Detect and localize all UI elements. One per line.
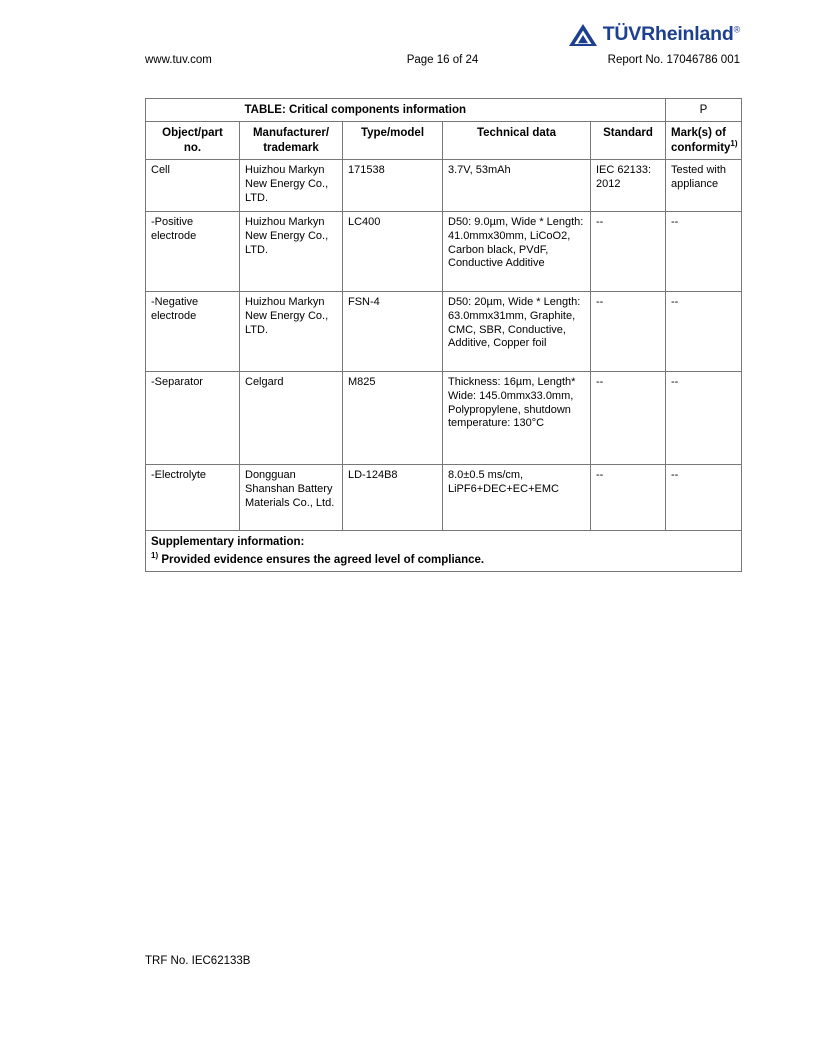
column-header-technical-data: Technical data xyxy=(443,122,591,160)
column-header-standard: Standard xyxy=(591,122,666,160)
logo-wordmark-text: TÜVRheinland xyxy=(602,23,734,46)
cell-type-model: LC400 xyxy=(343,212,443,292)
cell-type-model: LD-124B8 xyxy=(343,465,443,531)
column-header-type-model: Type/model xyxy=(343,122,443,160)
cell-manufacturer: Huizhou Markyn New Energy Co., LTD. xyxy=(240,292,343,372)
cell-technical-data: D50: 20µm, Wide * Length: 63.0mmx31mm, Graphite, CMC, SBR, Conductive, Additive, Copper foil xyxy=(443,292,591,372)
tuv-rheinland-logo xyxy=(568,22,740,48)
critical-components-table-wrapper xyxy=(145,98,741,572)
page-footer xyxy=(145,955,250,967)
supplementary-title: Supplementary information: xyxy=(151,536,305,549)
cell-object-part-no: -Positive electrode xyxy=(146,212,240,292)
supplementary-note-text: Provided evidence ensures the agreed level of compliance. xyxy=(161,553,485,566)
trf-number: TRF No. IEC62133B xyxy=(145,955,251,967)
cell-object-part-no: -Negative electrode xyxy=(146,292,240,372)
cell-object-part-no: -Electrolyte xyxy=(146,465,240,531)
cell-technical-data: Thickness: 16µm, Length* Wide: 145.0mmx33.0mm, Polypropylene, shutdown temperature: 130°C xyxy=(443,372,591,465)
supplementary-note xyxy=(151,550,736,567)
logo-wordmark xyxy=(603,25,740,45)
column-header-object-line1: Object/part xyxy=(162,127,223,140)
column-header-manufacturer-line2: trademark xyxy=(263,141,319,154)
column-header-marks-line1: Mark(s) of xyxy=(671,127,726,140)
cell-standard: -- xyxy=(591,292,666,372)
column-header-object-part-no xyxy=(146,122,240,160)
cell-mark-of-conformity: -- xyxy=(666,292,742,372)
table-row xyxy=(146,212,742,292)
cell-manufacturer: Dongguan Shanshan Battery Materials Co., Ltd. xyxy=(240,465,343,531)
supplementary-footnote-ref: 1) xyxy=(151,550,159,560)
cell-technical-data: 3.7V, 53mAh xyxy=(443,160,591,212)
cell-standard: IEC 62133: 2012 xyxy=(591,160,666,212)
cell-technical-data: D50: 9.0µm, Wide * Length: 41.0mmx30mm, LiCoO2, Carbon black, PVdF, Conductive Additive xyxy=(443,212,591,292)
cell-standard: -- xyxy=(591,465,666,531)
table-header-row xyxy=(146,122,742,160)
column-header-object-line2: no. xyxy=(183,141,202,154)
column-header-marks-line2: conformity xyxy=(671,141,731,154)
cell-type-model: FSN-4 xyxy=(343,292,443,372)
cell-object-part-no: -Separator xyxy=(146,372,240,465)
cell-technical-data: 8.0±0.5 ms/cm, LiPF6+DEC+EC+EMC xyxy=(443,465,591,531)
column-header-manufacturer xyxy=(240,122,343,160)
cell-type-model: 171538 xyxy=(343,160,443,212)
cell-standard: -- xyxy=(591,212,666,292)
cell-type-model: M825 xyxy=(343,372,443,465)
logo-registered-mark: ® xyxy=(733,24,740,35)
table-row xyxy=(146,292,742,372)
page-number: Page 16 of 24 xyxy=(406,54,479,66)
cell-mark-of-conformity: -- xyxy=(666,465,742,531)
cell-manufacturer: Huizhou Markyn New Energy Co., LTD. xyxy=(240,160,343,212)
column-header-manufacturer-line1: Manufacturer/ xyxy=(252,127,330,140)
table-row xyxy=(146,160,742,212)
cell-object-part-no: Cell xyxy=(146,160,240,212)
column-header-marks-footnote-ref: 1) xyxy=(730,138,738,148)
cell-mark-of-conformity: Tested with appliance xyxy=(666,160,742,212)
cell-manufacturer: Celgard xyxy=(240,372,343,465)
critical-components-table xyxy=(145,98,742,572)
table-verdict: P xyxy=(666,99,742,122)
table-title-spacer xyxy=(146,99,240,122)
page-header xyxy=(145,22,740,72)
table-row xyxy=(146,372,742,465)
cell-manufacturer: Huizhou Markyn New Energy Co., LTD. xyxy=(240,212,343,292)
table-row xyxy=(146,465,742,531)
column-header-marks-of-conformity xyxy=(666,122,742,160)
table-title-row xyxy=(146,99,742,122)
report-number: Report No. 17046786 001 xyxy=(607,54,740,66)
table-title: TABLE: Critical components information xyxy=(240,99,666,122)
cell-mark-of-conformity: -- xyxy=(666,212,742,292)
supplementary-information-cell xyxy=(146,531,742,572)
supplementary-information-row xyxy=(146,531,742,572)
website-url: www.tuv.com xyxy=(145,54,212,66)
cell-standard: -- xyxy=(591,372,666,465)
tuv-triangle-icon xyxy=(568,23,598,47)
cell-mark-of-conformity: -- xyxy=(666,372,742,465)
